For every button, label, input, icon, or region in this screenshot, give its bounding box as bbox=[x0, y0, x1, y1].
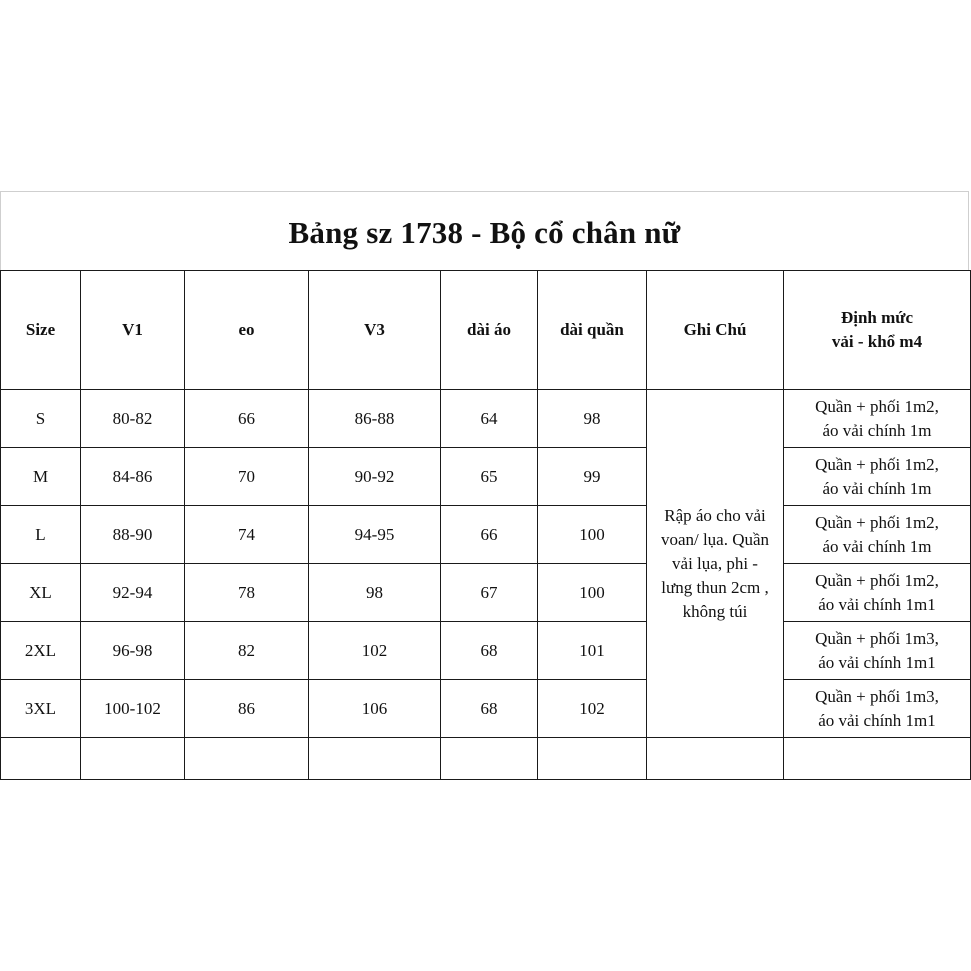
cell-eo: 82 bbox=[185, 622, 309, 680]
header-dai-quan: dài quần bbox=[538, 271, 647, 390]
cell-v1: 88-90 bbox=[81, 506, 185, 564]
cell-v3: 98 bbox=[309, 564, 441, 622]
cell-v3: 102 bbox=[309, 622, 441, 680]
cell-eo: 78 bbox=[185, 564, 309, 622]
table-row bbox=[1, 448, 971, 506]
cell-dai-ao: 68 bbox=[441, 680, 538, 738]
header-ghi-chu: Ghi Chú bbox=[647, 271, 784, 390]
fabric-line: Quần + phối 1m3, bbox=[815, 628, 939, 648]
table-row bbox=[1, 564, 971, 622]
cell-dai-quan: 100 bbox=[538, 564, 647, 622]
cell-dai-ao: 65 bbox=[441, 448, 538, 506]
cell-dai-quan: 102 bbox=[538, 680, 647, 738]
table-row bbox=[1, 390, 971, 448]
size-table bbox=[0, 270, 971, 780]
table-row bbox=[1, 506, 971, 564]
fabric-line: áo vải chính 1m1 bbox=[818, 710, 936, 730]
cell-size: XL bbox=[1, 564, 81, 622]
note-line: voan/ lụa. Quần bbox=[660, 529, 770, 549]
empty-cell bbox=[784, 738, 971, 780]
cell-size: 2XL bbox=[1, 622, 81, 680]
cell-dinh-muc bbox=[784, 390, 971, 448]
empty-cell bbox=[81, 738, 185, 780]
cell-size: L bbox=[1, 506, 81, 564]
cell-eo: 70 bbox=[185, 448, 309, 506]
fabric-line: Quần + phối 1m2, bbox=[815, 454, 939, 474]
cell-v3: 90-92 bbox=[309, 448, 441, 506]
header-dai-ao: dài áo bbox=[441, 271, 538, 390]
cell-eo: 66 bbox=[185, 390, 309, 448]
cell-v1: 92-94 bbox=[81, 564, 185, 622]
note-line: vải lụa, phi - bbox=[672, 553, 758, 573]
cell-dai-ao: 67 bbox=[441, 564, 538, 622]
empty-row bbox=[1, 738, 971, 780]
empty-cell bbox=[185, 738, 309, 780]
cell-v1: 80-82 bbox=[81, 390, 185, 448]
empty-cell bbox=[1, 738, 81, 780]
empty-cell bbox=[441, 738, 538, 780]
header-v1: V1 bbox=[81, 271, 185, 390]
cell-ghi-chu bbox=[647, 390, 784, 738]
cell-v3: 94-95 bbox=[309, 506, 441, 564]
table-row bbox=[1, 622, 971, 680]
empty-cell bbox=[538, 738, 647, 780]
empty-cell bbox=[647, 738, 784, 780]
cell-dai-quan: 100 bbox=[538, 506, 647, 564]
cell-v1: 100-102 bbox=[81, 680, 185, 738]
cell-dai-quan: 98 bbox=[538, 390, 647, 448]
header-v3: V3 bbox=[309, 271, 441, 390]
table-row bbox=[1, 680, 971, 738]
size-chart-sheet bbox=[0, 191, 971, 781]
cell-dai-quan: 99 bbox=[538, 448, 647, 506]
note-line: Rập áo cho vải bbox=[664, 505, 766, 525]
cell-v1: 96-98 bbox=[81, 622, 185, 680]
cell-v3: 106 bbox=[309, 680, 441, 738]
cell-eo: 86 bbox=[185, 680, 309, 738]
cell-dai-ao: 66 bbox=[441, 506, 538, 564]
header-dinh-muc-line1: Định mức bbox=[840, 308, 914, 327]
header-size: Size bbox=[1, 271, 81, 390]
cell-dinh-muc bbox=[784, 506, 971, 564]
note-line: không túi bbox=[682, 601, 748, 621]
empty-cell bbox=[309, 738, 441, 780]
cell-dai-ao: 64 bbox=[441, 390, 538, 448]
cell-size: 3XL bbox=[1, 680, 81, 738]
note-line: lưng thun 2cm , bbox=[661, 577, 769, 597]
fabric-line: áo vải chính 1m1 bbox=[818, 594, 936, 614]
cell-dinh-muc bbox=[784, 680, 971, 738]
fabric-line: Quần + phối 1m2, bbox=[815, 570, 939, 590]
title-box bbox=[0, 191, 969, 270]
header-eo: eo bbox=[185, 271, 309, 390]
cell-size: S bbox=[1, 390, 81, 448]
cell-size: M bbox=[1, 448, 81, 506]
header-dinh-muc-line2: vải - khổ m4 bbox=[831, 332, 923, 351]
header-dinh-muc bbox=[784, 271, 971, 390]
fabric-line: áo vải chính 1m bbox=[822, 536, 932, 556]
fabric-line: Quần + phối 1m2, bbox=[815, 512, 939, 532]
cell-dinh-muc bbox=[784, 448, 971, 506]
fabric-line: áo vải chính 1m bbox=[822, 478, 932, 498]
cell-v3: 86-88 bbox=[309, 390, 441, 448]
cell-dinh-muc bbox=[784, 622, 971, 680]
page-title: Bảng sz 1738 - Bộ cổ chân nữ bbox=[288, 215, 681, 250]
cell-dinh-muc bbox=[784, 564, 971, 622]
fabric-line: áo vải chính 1m1 bbox=[818, 652, 936, 672]
fabric-line: áo vải chính 1m bbox=[822, 420, 932, 440]
cell-eo: 74 bbox=[185, 506, 309, 564]
cell-v1: 84-86 bbox=[81, 448, 185, 506]
header-row bbox=[1, 271, 971, 390]
cell-dai-ao: 68 bbox=[441, 622, 538, 680]
fabric-line: Quần + phối 1m3, bbox=[815, 686, 939, 706]
fabric-line: Quần + phối 1m2, bbox=[815, 396, 939, 416]
cell-dai-quan: 101 bbox=[538, 622, 647, 680]
